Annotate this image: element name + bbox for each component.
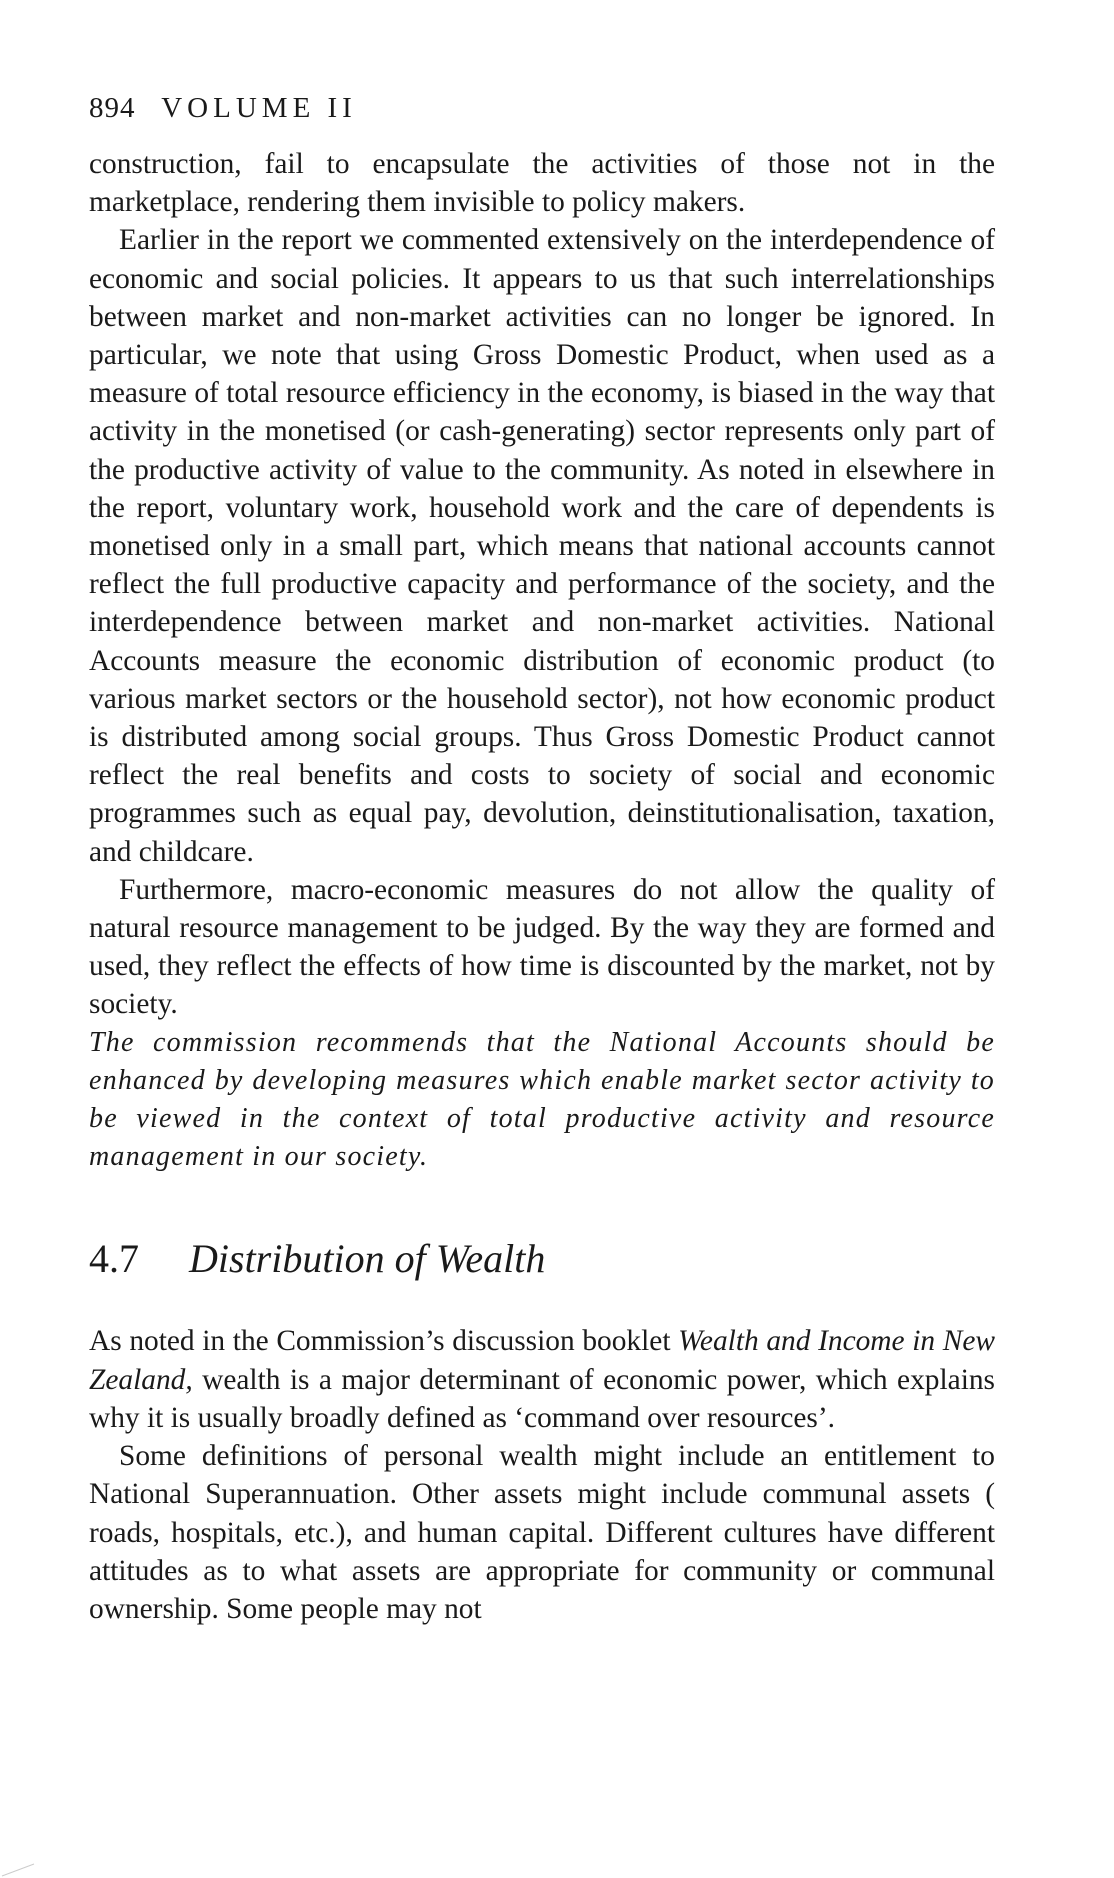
paragraph-continuation: construction, fail to encapsulate the activities of those not in the marketplace, rendering them invisible to policy makers. bbox=[89, 148, 995, 219]
running-head bbox=[89, 88, 995, 128]
page bbox=[89, 88, 995, 1628]
recommendation-text: The commission recommends that the National Accounts should be enhanced by developing measures which enable market sector activity to be viewed in the context of total productive activity and resource management in our society. bbox=[89, 1026, 995, 1173]
paragraph-wealth-end: wealth is a major determinant of economic power, which explains why it is usually broadly defined as ‘command over resources’. bbox=[89, 1363, 995, 1434]
section-number: 4.7 bbox=[89, 1236, 139, 1282]
paragraph-wealth-start: As noted in the Commission’s discussion booklet bbox=[89, 1325, 679, 1358]
volume-label: VOLUME II bbox=[161, 92, 357, 124]
section-heading bbox=[89, 1234, 995, 1284]
section-title: Distribution of Wealth bbox=[189, 1236, 546, 1282]
paragraph-wealth-definition bbox=[89, 1322, 995, 1437]
paragraph-personal-wealth: Some definitions of personal wealth might include an entitlement to National Superannuation. Other assets might include communal assets ( roads, hospitals, etc.), and human capital. Different cultures have different attitudes as to what assets are appropriate for community or communal ownership. Some people may not bbox=[89, 1440, 995, 1625]
scan-mark bbox=[0, 1858, 40, 1878]
page-number: 894 bbox=[89, 92, 136, 124]
paragraph-interdependence: Earlier in the report we commented extensively on the interdependence of economic and social policies. It appears to us that such interrelationships between market and non-market activities can no longer be ignored. In particular, we note that using Gross Domestic Product, when used as a measure of total resource efficiency in the economy, is biased in the way that activity in the monetised (or cash-generating) sector represents only part of the productive activity of value to the community. As noted in elsewhere in the report, voluntary work, household work and the care of dependents is monetised only in a small part, which means that national accounts cannot reflect the full productive capacity and performance of the society, and the interdependence between market and non-market activities. National Accounts measure the economic distribution of economic product (to various market sectors or the household sector), not how economic product is distributed among social groups. Thus Gross Domestic Product cannot reflect the real benefits and costs to society of social and economic programmes such as equal pay, devolution, deinstitutionalisation, taxation, and childcare. bbox=[89, 224, 995, 868]
paragraph-macro-economic: Furthermore, macro-economic measures do not allow the quality of natural resource management to be judged. By the way they are formed and used, they reflect the effects of how time is discounted by the market, not by society. bbox=[89, 873, 995, 1021]
booklet-title: Wealth and Income in New Zealand, bbox=[89, 1325, 995, 1396]
